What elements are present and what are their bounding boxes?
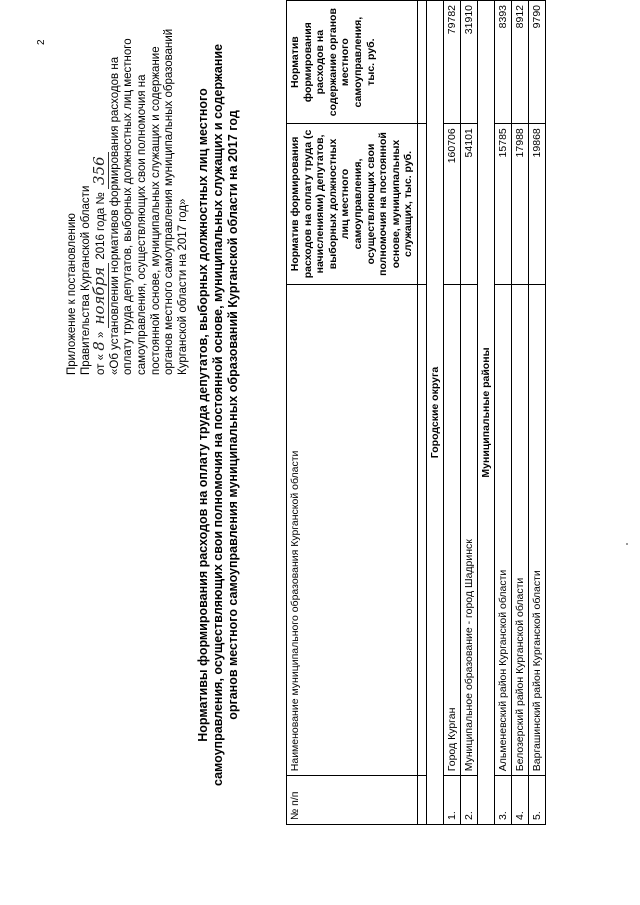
date-prefix: от « — [95, 353, 108, 375]
column-header-upkeep-norm: Норматив формирования расходов на содержание органов местного самоуправления, тыс. руб. — [287, 1, 418, 124]
table-row — [443, 1, 460, 825]
column-header-name: Наименование муниципального образования Курганской области — [287, 284, 418, 776]
title-line: органов местного самоуправления муниципальных образований Курганской области на 2017 год — [226, 110, 240, 720]
appendix-line: Курганской области на 2017 год» — [176, 198, 189, 375]
row-wage-value: 17988 — [511, 124, 528, 284]
section-row — [426, 1, 443, 825]
row-number: 2. — [460, 776, 477, 825]
row-wage-value: 54101 — [460, 124, 477, 284]
appendix-line: Правительства Курганской области — [79, 185, 92, 375]
page-number: 2 — [36, 39, 47, 45]
appendix-line: постоянной основе, муниципальных служащих и содержание — [149, 46, 162, 375]
table-row — [511, 1, 528, 825]
document-title — [196, 35, 241, 795]
row-upkeep-value: 79782 — [443, 1, 460, 124]
row-number: 5. — [528, 776, 545, 825]
table-row — [528, 1, 545, 825]
appendix-date-line — [90, 45, 109, 375]
row-number: 4. — [511, 776, 528, 825]
row-wage-value: 160706 — [443, 124, 460, 284]
appendix-line: органов местного самоуправления муниципальных образований — [163, 28, 176, 375]
row-wage-value: 15785 — [494, 124, 511, 284]
row-name: Муниципальное образование - город Шадринск — [460, 284, 477, 776]
column-header-number: № п/п — [287, 776, 418, 825]
spacer-cell — [417, 124, 426, 284]
section-row — [477, 1, 494, 825]
appendix-line: самоуправления, осуществляющих свои полномочия на — [135, 74, 148, 375]
title-line: самоуправления, осуществляющих свои полномочия на постоянной основе, муниципальных служащих и содержание — [211, 43, 225, 787]
date-year: 2016 года № — [95, 192, 108, 260]
spacer-cell — [417, 776, 426, 825]
norms-table — [286, 0, 546, 825]
spacer-cell — [417, 1, 426, 124]
row-upkeep-value: 8912 — [511, 1, 528, 124]
table-row — [460, 1, 477, 825]
row-name: Белозерский район Курганской области — [511, 284, 528, 776]
spacer-cell — [417, 284, 426, 776]
row-number: 1. — [443, 776, 460, 825]
date-month-handwritten: ноября — [90, 263, 109, 329]
row-upkeep-value: 8393 — [494, 1, 511, 124]
appendix-line: Приложение к постановлению — [66, 213, 78, 375]
scan-artifact — [626, 543, 628, 545]
row-wage-value: 19868 — [528, 124, 545, 284]
appendix-line: «Об установлении нормативов формирования расходов на — [108, 56, 121, 375]
section-title: Городские округа — [426, 1, 443, 825]
decree-number-handwritten: 356 — [90, 152, 109, 189]
table-header-row — [287, 1, 418, 825]
date-day-handwritten: 8 — [90, 341, 109, 351]
title-line: Нормативы формирования расходов на оплату труда депутатов, выборных должностных лиц местного — [196, 88, 210, 742]
column-header-wage-norm: Норматив формирования расходов на оплату труда (с начислениями) депутатов, выборных должностных лиц местного самоуправления, осуществляющих свои полномочия на постоянной основе, муниципальных служащих, тыс. руб. — [287, 124, 418, 284]
row-name: Альменевский район Курганской области — [494, 284, 511, 776]
row-upkeep-value: 31910 — [460, 1, 477, 124]
section-title: Муниципальные районы — [477, 1, 494, 825]
date-separator: » — [95, 331, 108, 339]
row-number: 3. — [494, 776, 511, 825]
row-name: Город Курган — [443, 284, 460, 776]
table-row — [494, 1, 511, 825]
appendix-block — [66, 28, 190, 375]
row-upkeep-value: 9790 — [528, 1, 545, 124]
table-spacer-row — [417, 1, 426, 825]
row-name: Варгашинский район Курганской области — [528, 284, 545, 776]
appendix-line: оплату труда депутатов, выборных должностных лиц местного — [122, 38, 135, 375]
